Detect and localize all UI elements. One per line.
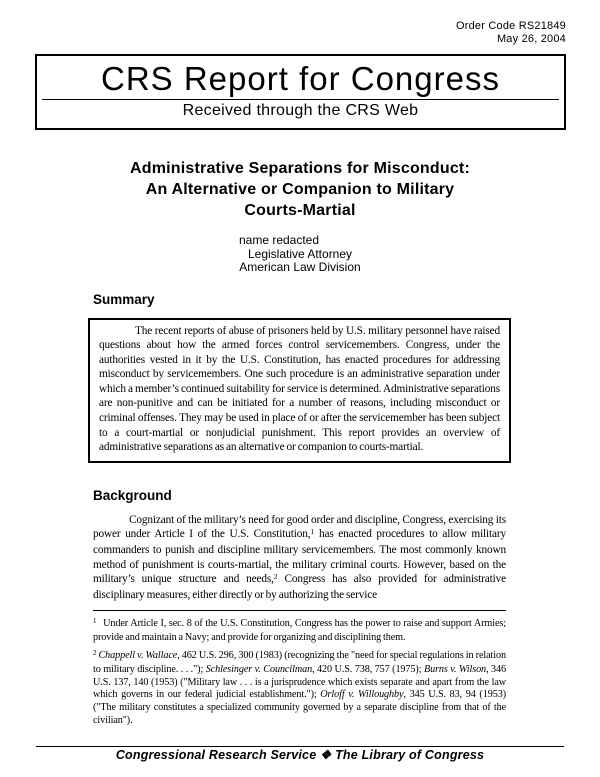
report-title-line-1: Administrative Separations for Misconduct: (129, 160, 470, 177)
report-title (0, 158, 600, 221)
summary-heading: Summary (93, 291, 155, 307)
order-code: Order Code RS21849 (456, 20, 566, 32)
crs-banner (35, 54, 566, 130)
report-date: May 26, 2004 (496, 33, 566, 45)
footnote-1-marker: 1 (93, 618, 97, 626)
footnote-1 (93, 618, 506, 645)
background-paragraph (93, 513, 506, 603)
author-block (0, 234, 600, 275)
footnote-ref-2: 2 (273, 571, 278, 581)
report-title-line-2: An Alternative or Companion to Military (145, 181, 455, 198)
page-footer (36, 746, 564, 777)
footnote-2-text-2: , 420 U.S. 738, 757 (1975); (312, 663, 424, 675)
background-text-3: Congress has also provided for administrative disciplinary measures, either directly or by authorizing the service (93, 573, 506, 601)
body-column (93, 291, 506, 728)
author-role: Legislative Attorney (247, 246, 353, 261)
summary-text: The recent reports of abuse of prisoners held by U.S. military personnel have raised questions about how the armed forces control servicemembers. Congress, under the authorities vested in it by the U.S. Constitution, has enacted procedures for addressing misconduct by servicemembers. One such procedure is an administrative separation under which a member’s continued suitability for service is determined. Administrative separations are non-punitive and can be initiated for a number of reasons, including misconduct or criminal offenses. They may be used in place of or after the servicemember has been subject to a court-martial or nonjudicial punishment. This report provides an overview of administrative separations as an alternative or companion to courts-martial. (99, 324, 500, 454)
crs-banner-title: CRS Report for Congress (101, 60, 500, 97)
background-text-2: has enacted procedures to allow military commanders to punish and discipline military servicemembers. The most commonly known method of punishment is courts-martial, the military criminal courts. However, based on the military’s unique structure and needs, (93, 528, 506, 586)
footnote-2-case-2: Schlesinger v. Councilman (205, 663, 313, 675)
header-meta (456, 20, 566, 46)
author-name: name redacted (238, 233, 320, 247)
footnote-ref-1: 1 (310, 526, 315, 536)
footnote-1-text: Under Article I, sec. 8 of the U.S. Constitution, Congress has the power to raise and support Armies; provide and maintain a Navy; and provide for organizing and disciplining them. (93, 618, 506, 644)
author-division: American Law Division (239, 260, 361, 274)
footnote-2-case-3: Burns v. Wilson (423, 663, 487, 675)
footnote-separator (93, 610, 506, 611)
footnote-2-marker: 2 (93, 649, 97, 657)
background-text-1: Cognizant of the military’s need for good order and discipline, Congress, exercising its power under Article I of the U.S. Constitution, (93, 513, 506, 541)
footer-text: Congressional Research Service ❖ The Library of Congress (115, 748, 485, 762)
footnote-2 (93, 650, 506, 728)
crs-banner-subtitle: Received through the CRS Web (182, 102, 419, 119)
footnote-2-text-3: , 346 U.S. 137, 140 (1953) ("Military law . . . is a jurisprudence which exists separate and apart from the law which governs in our federal judicial establishment."); (93, 663, 506, 701)
footnote-2-case-4: Orloff v. Willoughby (320, 689, 404, 701)
report-title-line-3: Courts-Martial (244, 202, 356, 219)
background-heading: Background (93, 487, 172, 503)
summary-box (88, 318, 511, 463)
footnote-2-text-1: , 462 U.S. 296, 300 (1983) (recognizing the "need for special regulations in relation to military discipline. . . ."); (93, 650, 506, 675)
footnote-2-case-1: Chappell v. Wallace (98, 650, 178, 661)
footnote-2-text-4: , 345 U.S. 83, 94 (1953) ("The military constitutes a specialized community governed by a separate discipline from that of the civilian"). (93, 689, 506, 726)
